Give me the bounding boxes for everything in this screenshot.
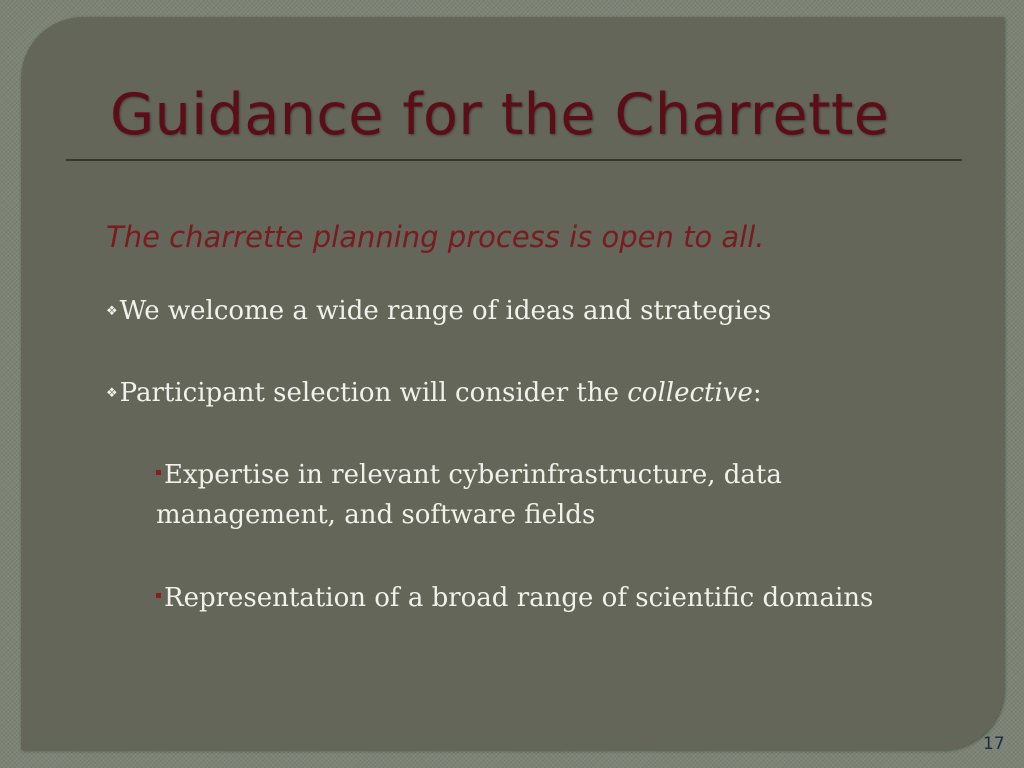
page-number: 17 xyxy=(983,734,1005,754)
bullet-item-participant-selection xyxy=(106,373,762,414)
bullet-text: We welcome a wide range of ideas and strategies xyxy=(119,296,772,326)
square-bullet-icon xyxy=(156,593,161,598)
square-bullet-icon xyxy=(156,470,161,475)
sub-bullet-text: Representation of a broad range of scientific domains xyxy=(164,583,874,613)
sub-bullet-item-representation xyxy=(156,578,916,618)
bullet-emphasis: collective xyxy=(627,378,753,408)
title-divider xyxy=(66,159,962,161)
diamond-bullet-icon: ❖ xyxy=(106,304,118,319)
slide-title: Guidance for the Charrette xyxy=(110,82,890,148)
sub-bullet-item-expertise xyxy=(156,455,916,535)
bullet-text-suffix: : xyxy=(752,378,762,408)
slide-subtitle: The charrette planning process is open to all. xyxy=(106,220,765,254)
sub-bullet-text: Expertise in relevant cyberinfrastructure, data management, and software fields xyxy=(156,460,782,530)
diamond-bullet-icon: ❖ xyxy=(106,386,118,401)
bullet-text: Participant selection will consider the xyxy=(119,378,628,408)
bullet-item-ideas xyxy=(106,291,771,332)
